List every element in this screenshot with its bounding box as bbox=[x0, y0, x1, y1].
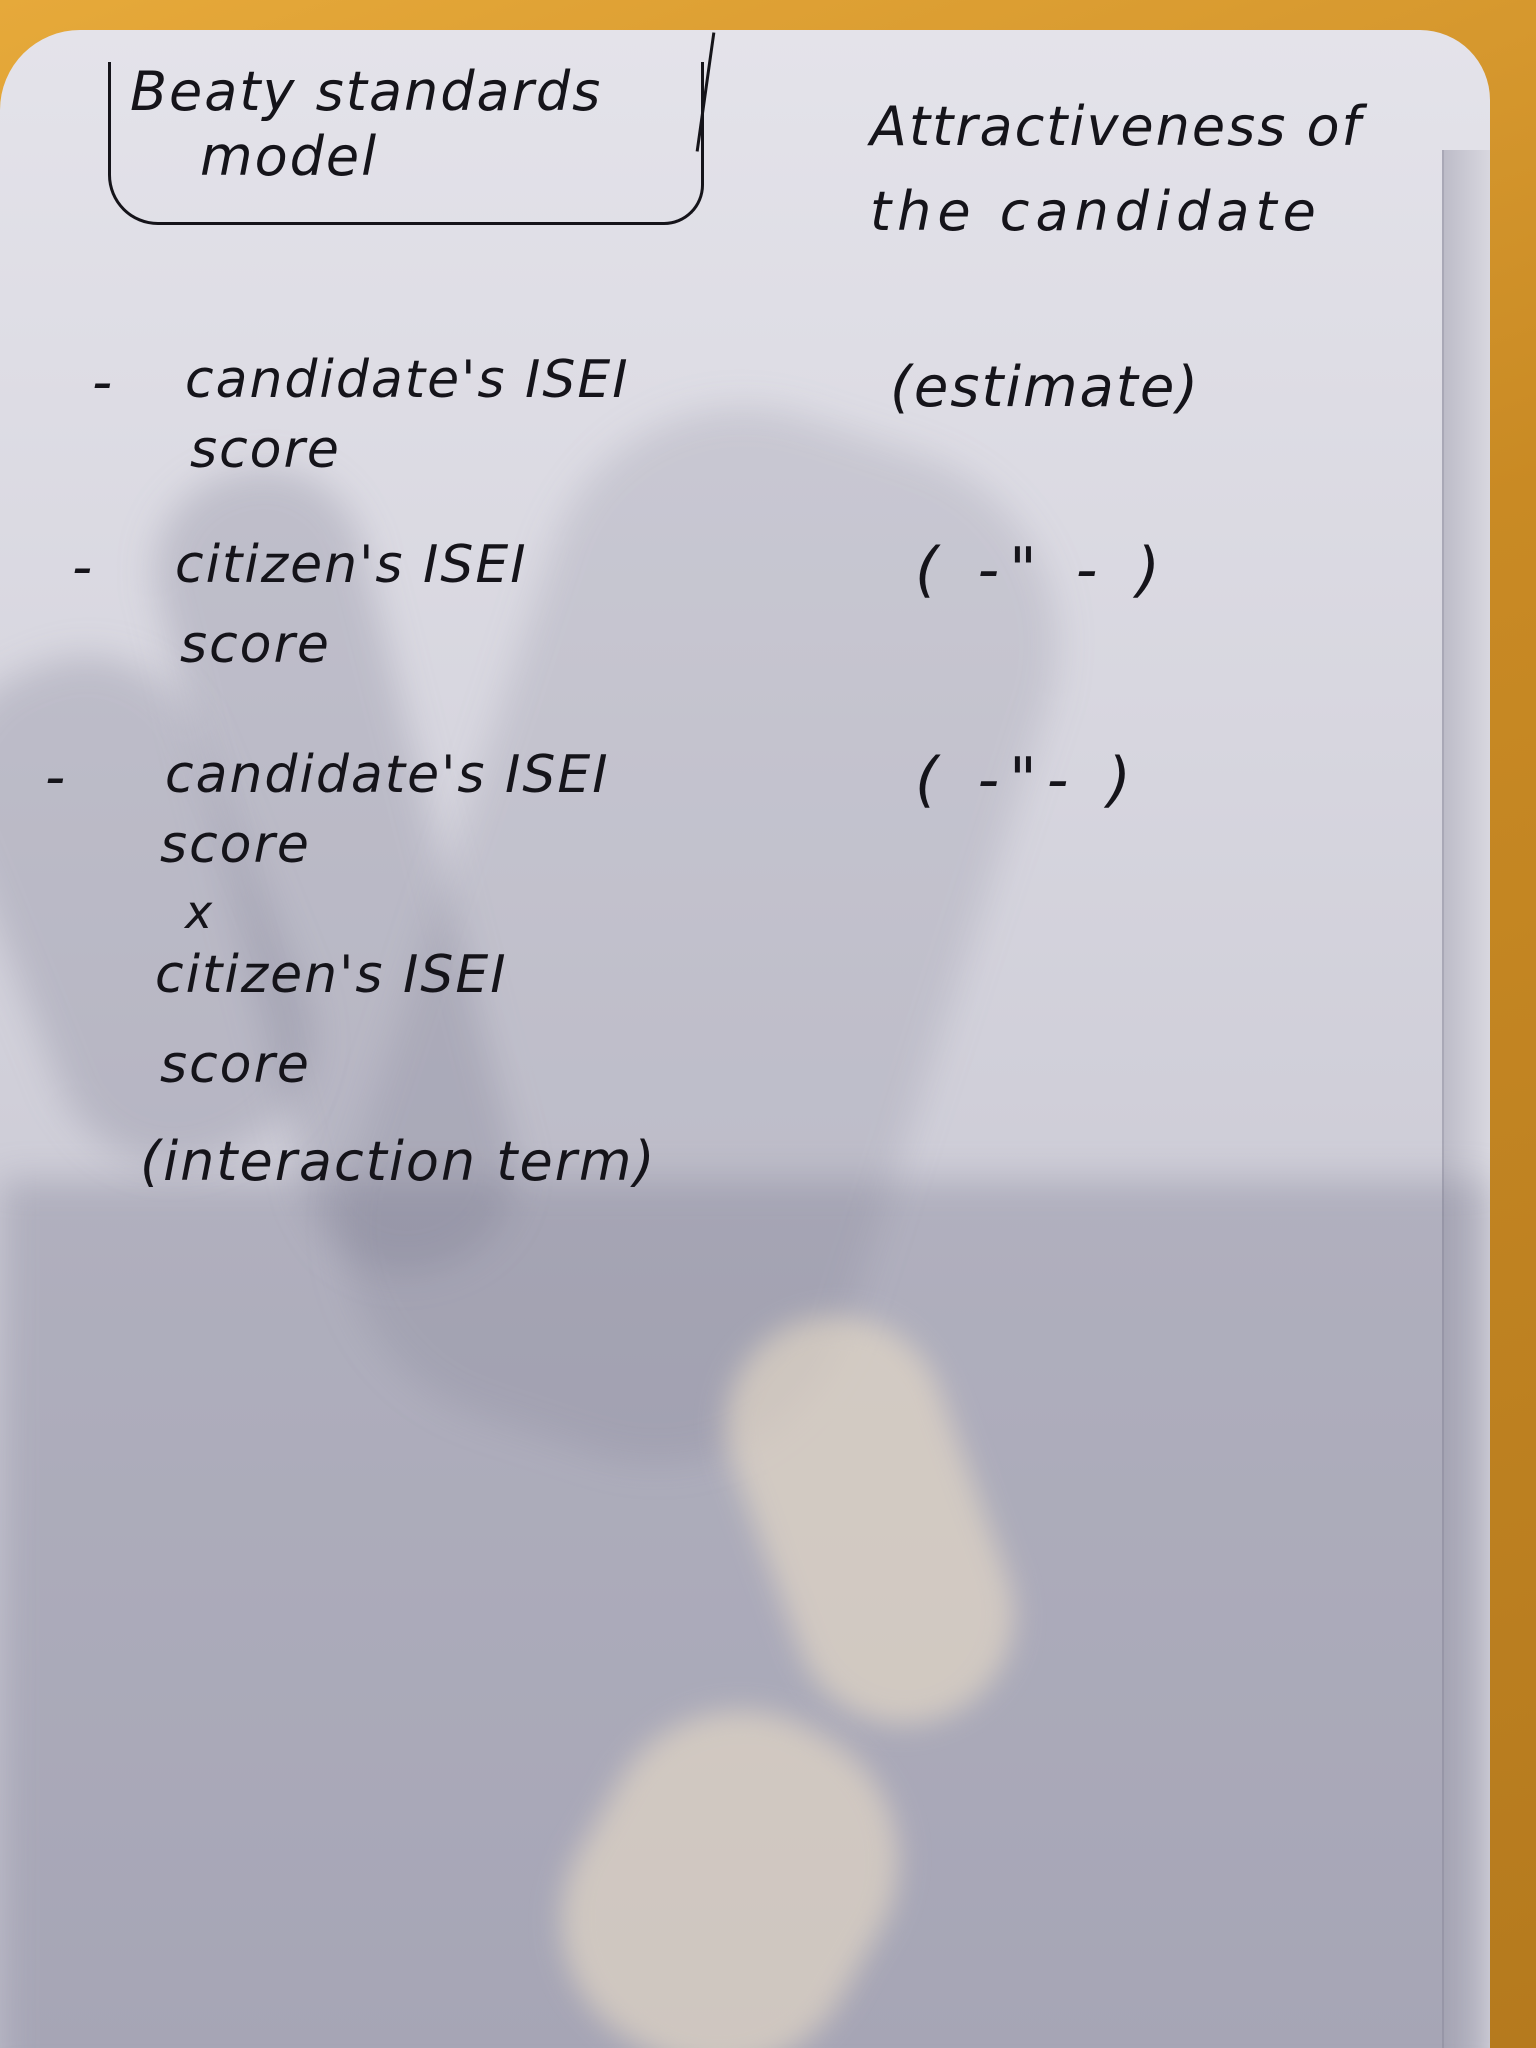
item-3-dash: - bbox=[45, 745, 68, 810]
item-2-dash: - bbox=[72, 535, 95, 600]
item-3-line-2: score bbox=[160, 815, 311, 875]
item-3-line-5: (interaction term) bbox=[140, 1130, 657, 1193]
item-3-line-4: score bbox=[160, 1035, 311, 1095]
item-3-line-3: citizen's ISEI bbox=[155, 945, 508, 1005]
notebook-page bbox=[0, 30, 1490, 2048]
item-2-line-2: score bbox=[180, 615, 331, 675]
header-line-1: Attractiveness of bbox=[870, 95, 1363, 158]
item-1-line-1: candidate's ISEI bbox=[185, 350, 630, 410]
item-3-line-1: candidate's ISEI bbox=[165, 745, 610, 805]
header-line-2: the candidate bbox=[870, 180, 1322, 243]
ditto-1: ( -" - ) bbox=[915, 535, 1170, 605]
title-line-2: model bbox=[200, 125, 379, 188]
item-2-line-1: citizen's ISEI bbox=[175, 535, 528, 595]
estimate-label: (estimate) bbox=[890, 355, 1201, 420]
ditto-2: ( -"- ) bbox=[915, 745, 1141, 815]
item-1-dash: - bbox=[92, 350, 115, 415]
item-1-line-2: score bbox=[190, 420, 341, 480]
title-line-1: Beaty standards bbox=[130, 60, 603, 123]
item-3-times: x bbox=[185, 885, 215, 939]
